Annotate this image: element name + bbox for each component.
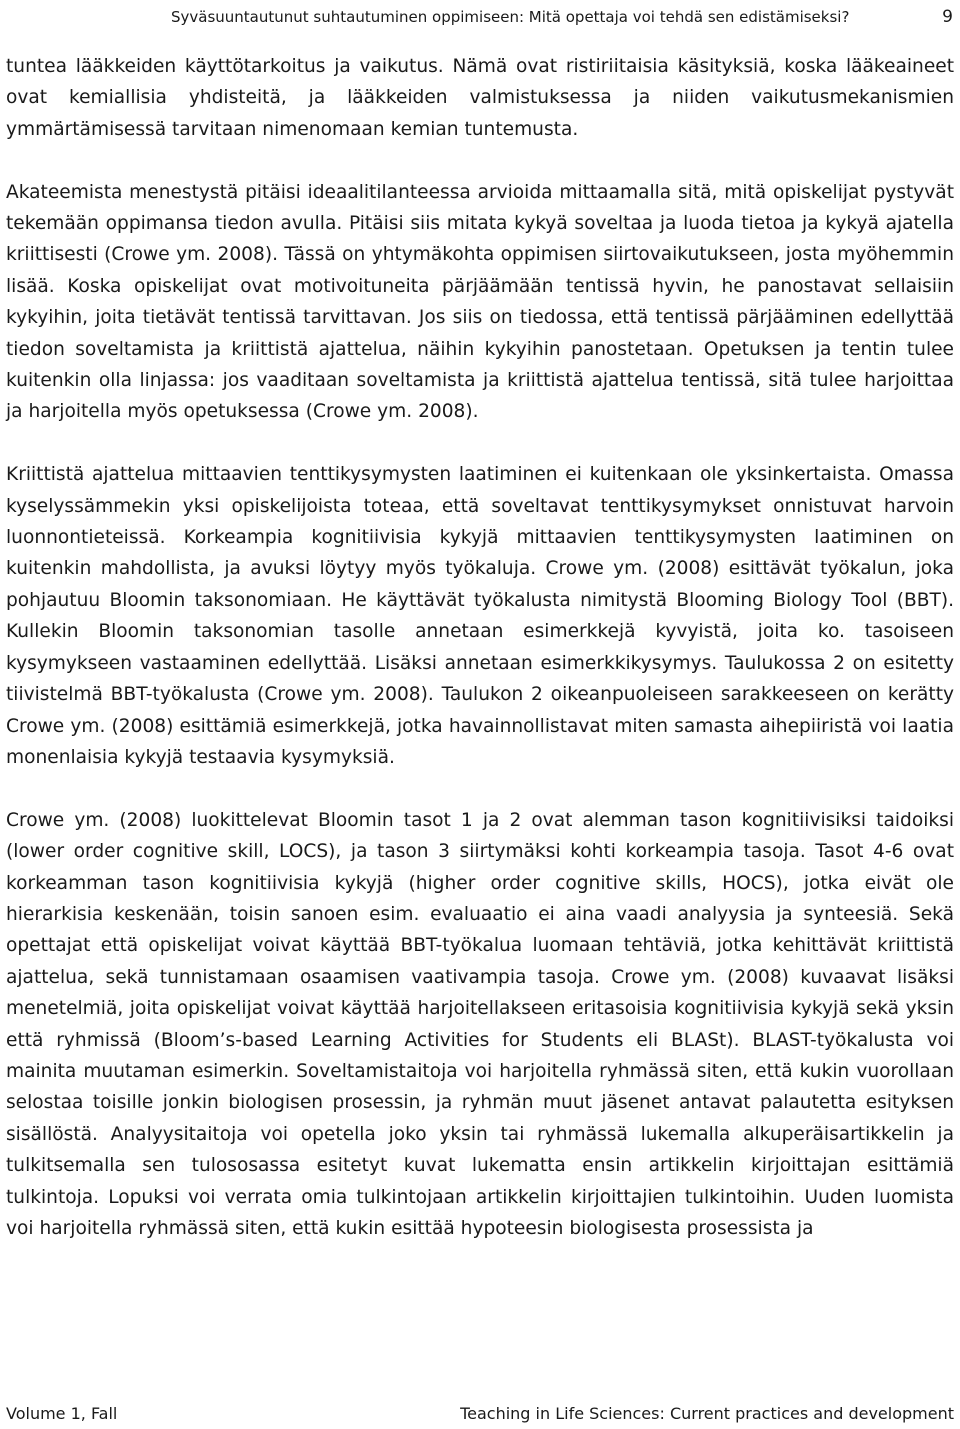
- footer-journal: Teaching in Life Sciences: Current practices and development: [460, 1404, 954, 1423]
- footer-volume: Volume 1, Fall: [6, 1404, 118, 1423]
- header-title: Syväsuuntautunut suhtautuminen oppimiseen: Mitä opettaja voi tehdä sen edistämiseksi?: [171, 8, 850, 26]
- body-text: [6, 51, 954, 1244]
- paragraph: tuntea lääkkeiden käyttötarkoitus ja vaikutus. Nämä ovat ristiriitaisia käsityksiä, koska lääkeaineet ovat kemiallisia yhdisteitä, ja lääkkeiden valmistuksessa ja niiden vaikutusmekanismien ymmärtämisessä tarvitaan nimenomaan kemian tuntemusta.: [6, 56, 954, 140]
- paragraph: Akateemista menestystä pitäisi ideaalitilanteessa arvioida mittaamalla sitä, mitä opiskelijat pystyvät tekemään oppimansa tiedon avulla. Pitäisi siis mitata kykyä soveltaa ja luoda tietoa ja kykyä ajatella kriittisesti (Crowe ym. 2008). Tässä on yhtymäkohta oppimisen siirtovaikutukseen, josta myöhemmin lisää. Koska opiskelijat ovat motivoituneita pärjäämään tentissä hyvin, he panostavat sellaisiin kykyihin, joita tietävät tentissä tarvittavan. Jos siis on tiedossa, että tentissä pärjääminen edellyttää tiedon soveltamista ja kriittistä ajattelua, näihin kykyihin panostetaan. Opetuksen ja tentin tulee kuitenkin olla linjassa: jos vaaditaan soveltamista ja kriittistä ajattelua tentissä, sitä tulee harjoittaa ja harjoitella myös opetuksessa (Crowe ym. 2008).: [6, 181, 954, 423]
- paragraph: Crowe ym. (2008) luokittelevat Bloomin tasot 1 ja 2 ovat alemman tason kognitiivisiksi taidoiksi (lower order cognitive skill, LOCS), ja tason 3 siirtymäksi kohti korkeampia tasoja. Tasot 4-6 ovat korkeamman tason kognitiivisia kykyjä (higher order cognitive skills, HOCS), jotka eivät ole hierarkisia keskenään, toisin sanoen esim. evaluaatio ei aina vaadi analyysia ja synteesiä. Sekä opettajat että opiskelijat voivat käyttää BBT-työkalua luomaan tehtäviä, jotka kehittävät kriittistä ajattelua, sekä tunnistamaan osaamisen vaativampia tasoja. Crowe ym. (2008) kuvaavat lisäksi menetelmiä, joita opiskelijat voivat käyttää harjoitellakseen eritasoisia kognitiivisia kykyjä sekä yksin että ryhmissä (Bloom’s-based Learning Activities for Students eli BLASt). BLAST-työkalusta voi mainita muutaman esimerkin. Soveltamistaitoja voi harjoitella ryhmässä siten, että kukin vuorollaan selostaa toisille jonkin biologisen prosessin, ja ryhmän muut jäsenet antavat palautetta esityksen sisällöstä. Analyysitaitoja voi opetella joko yksin tai ryhmässä lukemalla alkuperäisartikkelin ja tulkitsemalla sen tulososassa esitetyt kuvat lukematta ensin artikkelin kirjoittajan esittämiä tulkintoja. Lopuksi voi verrata omia tulkintojaan artikkelin kirjoittajien tulkintoihin. Uuden luomista voi harjoitella ryhmässä siten, että kukin esittää hypoteesin biologisesta prosessista ja: [6, 809, 954, 1239]
- paragraph: Kriittistä ajattelua mittaavien tenttikysymysten laatiminen ei kuitenkaan ole yksinkertaista. Omassa kyselyssämmekin yksi opiskelijoista toteaa, että soveltavat tenttikysymykset onnistuvat harvoin luonnontieteissä. Korkeampia kognitiivisia kykyjä mittaavien tenttikysymysten laatiminen on kuitenkin mahdollista, ja avuksi löytyy myös työkaluja. Crowe ym. (2008) esittävät työkalun, joka pohjautuu Bloomin taksonomiaan. He käyttävät työkalusta nimitystä Blooming Biology Tool (BBT). Kullekin Bloomin taksonomian tasolle annetaan esimerkkejä kyvyistä, joita ko. tasoiseen kysymykseen vastaaminen edellyttää. Lisäksi annetaan esimerkkikysymys. Taulukossa 2 on esitetty tiivistelmä BBT-työkalusta (Crowe ym. 2008). Taulukon 2 oikeanpuoleiseen sarakkeeseen on kerätty Crowe ym. (2008) esittämiä esimerkkejä, jotka havainnollistavat miten samasta aihepiiristä voi laatia monenlaisia kykyjä testaavia kysymyksiä.: [6, 464, 954, 768]
- page-number: 9: [942, 7, 953, 27]
- page-footer: [0, 1399, 960, 1429]
- running-header: [0, 0, 960, 34]
